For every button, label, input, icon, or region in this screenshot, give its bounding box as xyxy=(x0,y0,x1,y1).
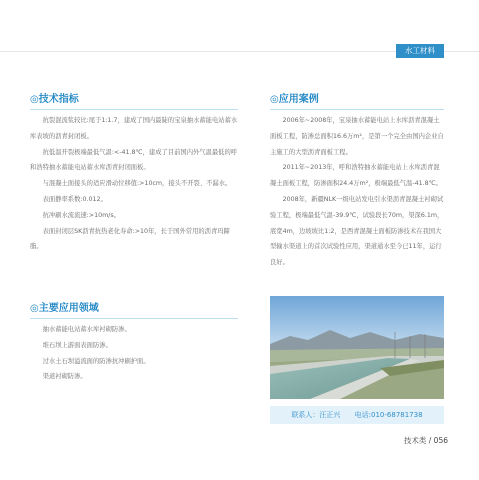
field-item: 渠道衬砌防渗。 xyxy=(42,373,87,381)
tech-paragraph: 抗低温开裂极端最低气温:<-41.8℃，建成了目前国内外气温最低的呼和浩特抽水蓄能电站蓄水库沥青封闭面板。 xyxy=(30,148,238,172)
contact-person: 联系人：汪正兴 xyxy=(291,411,341,419)
tech-paragraph: 表面静率系数:0.012。 xyxy=(42,195,107,203)
case-paragraph: 2011年~2013年，呼和浩特抽水蓄能电站上水库沥青混凝土面板工程，防渗面积24.4万m²，极端最低气温-41.8℃。 xyxy=(270,164,442,188)
contact-bar xyxy=(270,406,444,424)
case-paragraph: 2006年~2008年，宝泉抽水蓄能电站上水库沥青混凝土面板工程，防渗总面积16.6万m²，是第一个完全由国内企业自主施工的大型沥青面板工程。 xyxy=(270,117,444,156)
cases-heading: ◎应用案例 xyxy=(270,94,319,105)
tech-paragraph: 抗裂混流浆较比:尾于1:1.7，建成了国内最陡的宝泉抽水蓄能电站蓄水库表坡的沥青封闭板。 xyxy=(30,117,238,140)
application-fields xyxy=(30,322,238,385)
cases-heading-rule xyxy=(270,109,444,110)
case-paragraph: 2008年，新疆NLK一级电站发电引水渠沥青混凝土衬砌试验工程，极端最低气温-39.9℃，试验段长70m，渠深6.1m，底宽4m，边坡坡比1:2，是西青混凝土面板防渗技术在我国大型输水渠道上的首次试验性应用，渠道通水至今已11年，运行良好。 xyxy=(270,195,444,267)
field-item: 抽水蓄能电站蓄水库衬砌防渗。 xyxy=(42,326,131,333)
canal-photo xyxy=(270,296,444,399)
field-item: 堆石坝上游面表面防渗。 xyxy=(42,341,112,349)
page-footer: 技术类 / 056 xyxy=(403,436,448,445)
tech-paragraph: 与混凝土面接头的适应滑动位移值:>10cm，接头不开裂、不漏水。 xyxy=(42,180,232,188)
contact-phone: 电话:010-68781738 xyxy=(354,411,423,419)
tech-paragraph: 抗冲刷水流流速:>10m/s。 xyxy=(42,211,120,219)
application-cases xyxy=(270,113,444,271)
field-item: 过水土石坝溢流面的防渗抗冲刷护面。 xyxy=(42,357,150,365)
fields-heading-rule xyxy=(30,318,238,319)
tech-indicators xyxy=(30,113,238,255)
fields-heading: ◎主要应用领域 xyxy=(30,303,99,314)
tech-heading-rule xyxy=(30,109,238,110)
tech-paragraph: 表面封闭层SK沥青抗热老化寿命:>10年，长于国外常用的沥青玛蹄脂。 xyxy=(30,227,230,251)
category-tag: 水工材料 xyxy=(396,44,444,58)
tech-heading: ◎技术指标 xyxy=(30,94,79,105)
